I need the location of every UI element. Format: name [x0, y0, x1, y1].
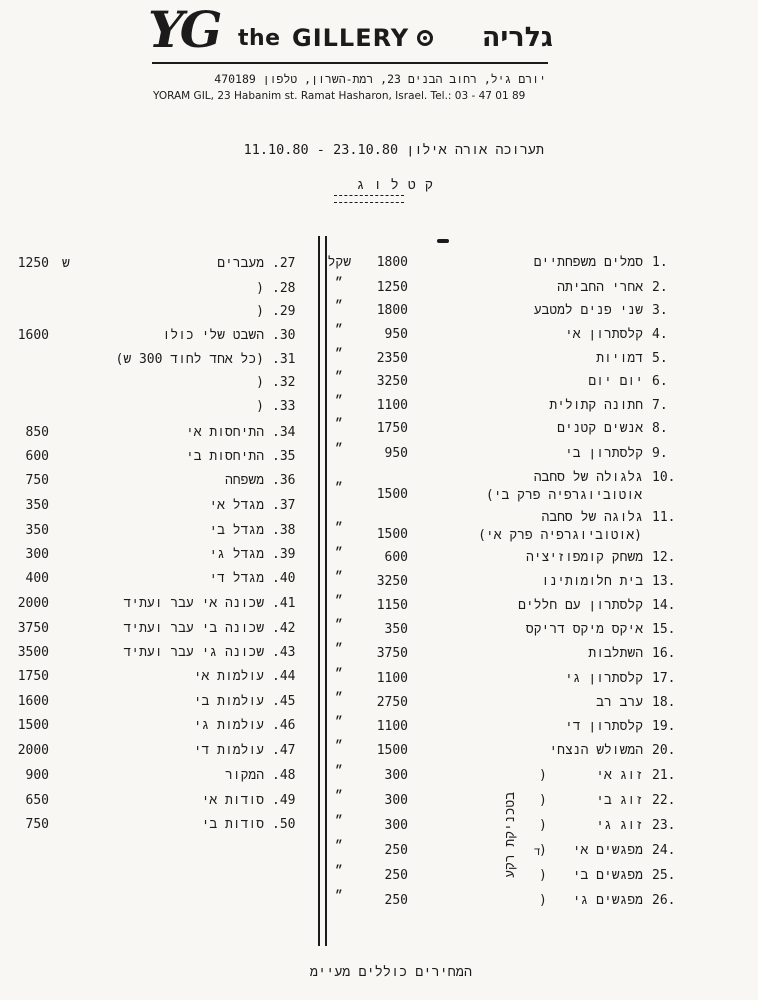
- item-bracket: ): [539, 893, 547, 908]
- item-title: (: [256, 304, 264, 319]
- item-title: עולמות אי: [193, 669, 264, 684]
- item-title: שכונה בי עבר ועתיד: [123, 621, 264, 636]
- item-title: זוג בי: [596, 793, 643, 808]
- item-title: אנשים קטנים: [557, 421, 643, 436]
- item-number: .46: [272, 718, 296, 733]
- item-title: משפחה: [224, 473, 264, 488]
- footer-note: המחירים כוללים מעיימ: [309, 964, 472, 980]
- item-number: .42: [272, 621, 296, 636]
- item-number: 18.: [652, 695, 676, 710]
- item-price: 950: [384, 446, 408, 461]
- item-number: 6.: [652, 374, 668, 389]
- item-number: 5.: [652, 351, 668, 366]
- item-title: קלסתרון גי: [564, 671, 643, 686]
- address-english: YORAM GIL, 23 Habanim st. Ramat Hasharon, Israel. Tel.: 03 - 47 01 89: [153, 90, 526, 102]
- item-title: שני פנים למטבע: [533, 303, 643, 318]
- item-title: סודות אי: [201, 793, 264, 808]
- item-title: המקור: [224, 768, 264, 783]
- logo-mark: YG: [148, 0, 219, 59]
- ditto-mark: ״: [335, 889, 343, 904]
- item-title: מגדל גי: [209, 547, 264, 562]
- item-number: 20.: [652, 743, 676, 758]
- item-number: 10.: [652, 470, 676, 485]
- catalog-heading: קטלוג: [356, 177, 442, 193]
- item-number: .33: [272, 399, 296, 414]
- item-bracket: ): [539, 818, 547, 833]
- item-price: 3250: [376, 574, 408, 589]
- item-number: .29: [272, 304, 296, 319]
- ditto-mark: ״: [335, 442, 343, 457]
- item-number: 26.: [652, 893, 676, 908]
- ditto-mark: ״: [335, 691, 343, 706]
- item-number: .39: [272, 547, 296, 562]
- item-number: 23.: [652, 818, 676, 833]
- item-price: 1500: [376, 743, 408, 758]
- ditto-mark: ״: [335, 789, 343, 804]
- item-price: 2000: [17, 596, 49, 611]
- item-price: 3500: [17, 645, 49, 660]
- item-title: מפגשים אי: [572, 843, 643, 858]
- item-title: התיחסות אי: [185, 425, 264, 440]
- ditto-mark: ״: [335, 618, 343, 633]
- ditto-mark: ״: [335, 347, 343, 362]
- item-price: 2000: [17, 743, 49, 758]
- item-number: .50: [272, 817, 296, 832]
- item-price: 900: [25, 768, 49, 783]
- item-price: 1250: [17, 256, 49, 271]
- ditto-mark: ״: [335, 299, 343, 314]
- currency-label: שקל: [327, 255, 351, 270]
- ditto-mark: ״: [335, 481, 343, 496]
- ditto-mark: ״: [335, 276, 343, 291]
- item-price: 950: [384, 327, 408, 342]
- ditto-mark: ״: [335, 570, 343, 585]
- item-bracket: ): [539, 793, 547, 808]
- item-price: 1600: [17, 694, 49, 709]
- item-price: 2350: [376, 351, 408, 366]
- ditto-mark: ״: [335, 739, 343, 754]
- item-price: 1500: [376, 487, 408, 502]
- item-number: .32: [272, 375, 296, 390]
- item-price: 750: [25, 473, 49, 488]
- logo-circle-icon: [417, 30, 433, 46]
- item-price: 250: [384, 843, 408, 858]
- item-price: 1800: [376, 303, 408, 318]
- item-number: 12.: [652, 550, 676, 565]
- item-title: (: [256, 375, 264, 390]
- item-price: 1250: [376, 280, 408, 295]
- side-note-mark: ד: [534, 845, 541, 858]
- item-price: 1750: [17, 669, 49, 684]
- item-price: 3750: [17, 621, 49, 636]
- item-number: .49: [272, 793, 296, 808]
- item-number: 17.: [652, 671, 676, 686]
- item-price: 300: [25, 547, 49, 562]
- ditto-mark: ״: [335, 370, 343, 385]
- item-price: 300: [384, 818, 408, 833]
- item-price: 650: [25, 793, 49, 808]
- ditto-mark: ״: [335, 417, 343, 432]
- item-price: 350: [25, 523, 49, 538]
- ditto-mark: ״: [335, 394, 343, 409]
- item-title: זוג גי: [596, 818, 643, 833]
- item-title: עולמות די: [193, 743, 264, 758]
- item-title: מגדל די: [209, 571, 264, 586]
- item-number: 21.: [652, 768, 676, 783]
- item-number: .36: [272, 473, 296, 488]
- side-note: בטכניקת רקע: [503, 792, 518, 878]
- item-title: ערב רב: [596, 695, 643, 710]
- ditto-mark: ״: [335, 642, 343, 657]
- item-number: 16.: [652, 646, 676, 661]
- item-number: 3.: [652, 303, 668, 318]
- ditto-mark: ״: [335, 546, 343, 561]
- item-title: מעברים: [217, 256, 264, 271]
- item-title: התיחסות בי: [185, 449, 264, 464]
- item-number: .38: [272, 523, 296, 538]
- item-title: איקס מיקס דריקס: [525, 622, 643, 637]
- item-number: 22.: [652, 793, 676, 808]
- item-price: 1600: [17, 328, 49, 343]
- item-price: 250: [384, 893, 408, 908]
- ditto-mark: ״: [335, 839, 343, 854]
- address-hebrew: יורם גיל, רחוב הבנים 23, רמת-השרון, טלפון 470189: [214, 72, 546, 86]
- item-title: קלסתרון בי: [564, 446, 643, 461]
- item-title: גלוגה של סחבה: [541, 510, 643, 525]
- item-price: 1500: [17, 718, 49, 733]
- item-number: 25.: [652, 868, 676, 883]
- item-price: 350: [25, 498, 49, 513]
- item-title: עולמות בי: [193, 694, 264, 709]
- item-number: 13.: [652, 574, 676, 589]
- item-price: 1150: [376, 598, 408, 613]
- item-price: 600: [384, 550, 408, 565]
- item-number: .41: [272, 596, 296, 611]
- item-number: 8.: [652, 421, 668, 436]
- ditto-mark: ״: [335, 814, 343, 829]
- item-price: 3250: [376, 374, 408, 389]
- item-price: 1750: [376, 421, 408, 436]
- item-number: 4.: [652, 327, 668, 342]
- item-price: 1100: [376, 671, 408, 686]
- ditto-mark: ״: [335, 715, 343, 730]
- item-bracket: ): [539, 843, 547, 858]
- item-number: .34: [272, 425, 296, 440]
- item-number: .37: [272, 498, 296, 513]
- item-title: השתלבות: [588, 646, 643, 661]
- item-price: 1800: [376, 255, 408, 270]
- column-divider-left: [318, 236, 320, 946]
- item-price: 2750: [376, 695, 408, 710]
- item-bracket: ): [539, 868, 547, 883]
- item-title: מגדל אי: [209, 498, 264, 513]
- item-title: אחרי החביתה: [557, 280, 643, 295]
- item-title: משחק קומפוזיציה: [525, 550, 643, 565]
- item-subtitle: אוטוביוגרפיה פרק בי): [485, 488, 642, 503]
- catalog-underline: [334, 195, 404, 203]
- ditto-mark: ״: [335, 521, 343, 536]
- item-number: 11.: [652, 510, 676, 525]
- item-number: .27: [272, 256, 296, 271]
- item-price: 1500: [376, 527, 408, 542]
- item-title: חתונה קתולית: [549, 398, 643, 413]
- item-number: .35: [272, 449, 296, 464]
- item-price: 300: [384, 768, 408, 783]
- cut-off-mark: ש: [62, 256, 70, 271]
- item-title: גלגולה של סחבה: [533, 470, 643, 485]
- ditto-mark: ״: [335, 594, 343, 609]
- item-title: עולמות גי: [193, 718, 264, 733]
- item-price: 300: [384, 793, 408, 808]
- item-bracket: ): [539, 768, 547, 783]
- item-number: 1.: [652, 255, 668, 270]
- item-price: 1100: [376, 398, 408, 413]
- item-number: 24.: [652, 843, 676, 858]
- item-number: .48: [272, 768, 296, 783]
- item-number: .47: [272, 743, 296, 758]
- logo-hebrew: גלריה: [481, 22, 553, 53]
- ditto-mark: ״: [335, 764, 343, 779]
- item-title: שכונה גי עבר ועתיד: [123, 645, 264, 660]
- item-number: 15.: [652, 622, 676, 637]
- item-title: קלסתרון די: [564, 719, 643, 734]
- item-price: 750: [25, 817, 49, 832]
- item-number: .44: [272, 669, 296, 684]
- item-number: 2.: [652, 280, 668, 295]
- item-title: מפגשים גי: [572, 893, 643, 908]
- item-title: (כל אחד לחוד 300 ש): [115, 352, 264, 367]
- item-price: 350: [384, 622, 408, 637]
- item-price: 850: [25, 425, 49, 440]
- item-title: בית חלומותינו: [541, 574, 643, 589]
- item-title: (: [256, 399, 264, 414]
- header-rule: [152, 62, 548, 64]
- item-title: קלסתרון אי: [564, 327, 643, 342]
- item-title: קלסתרון עם חללים: [518, 598, 643, 613]
- logo-the: the: [238, 26, 281, 51]
- exhibition-title: תערוכה אורה אילון 23.10.80 - 11.10.80: [243, 142, 544, 158]
- item-price: 3750: [376, 646, 408, 661]
- logo-name: GILLERY: [292, 24, 410, 52]
- item-title: סודות בי: [201, 817, 264, 832]
- item-title: יום יום: [588, 374, 643, 389]
- item-number: .43: [272, 645, 296, 660]
- item-price: 250: [384, 868, 408, 883]
- item-title: מגדל בי: [209, 523, 264, 538]
- item-title: המשולש הנצחי: [549, 743, 643, 758]
- item-number: 14.: [652, 598, 676, 613]
- item-number: .30: [272, 328, 296, 343]
- item-title: דמויות: [596, 351, 643, 366]
- ink-mark: [437, 239, 449, 243]
- item-number: 9.: [652, 446, 668, 461]
- item-price: 600: [25, 449, 49, 464]
- item-number: .28: [272, 281, 296, 296]
- item-title: סמלים משפחתיים: [533, 255, 643, 270]
- item-subtitle: (אוטוביוגרפיה פרק אי): [478, 528, 642, 543]
- item-price: 400: [25, 571, 49, 586]
- item-title: שכונה אי עבר ועתיד: [123, 596, 264, 611]
- item-number: 7.: [652, 398, 668, 413]
- ditto-mark: ״: [335, 323, 343, 338]
- item-number: .40: [272, 571, 296, 586]
- ditto-mark: ״: [335, 667, 343, 682]
- item-number: .31: [272, 352, 296, 367]
- item-number: .45: [272, 694, 296, 709]
- ditto-mark: ״: [335, 864, 343, 879]
- item-title: זוג אי: [596, 768, 643, 783]
- item-title: (: [256, 281, 264, 296]
- item-title: השבט שלי כולו: [162, 328, 264, 343]
- item-title: מפגשים בי: [572, 868, 643, 883]
- item-price: 1100: [376, 719, 408, 734]
- column-divider-right: [325, 236, 327, 946]
- item-number: 19.: [652, 719, 676, 734]
